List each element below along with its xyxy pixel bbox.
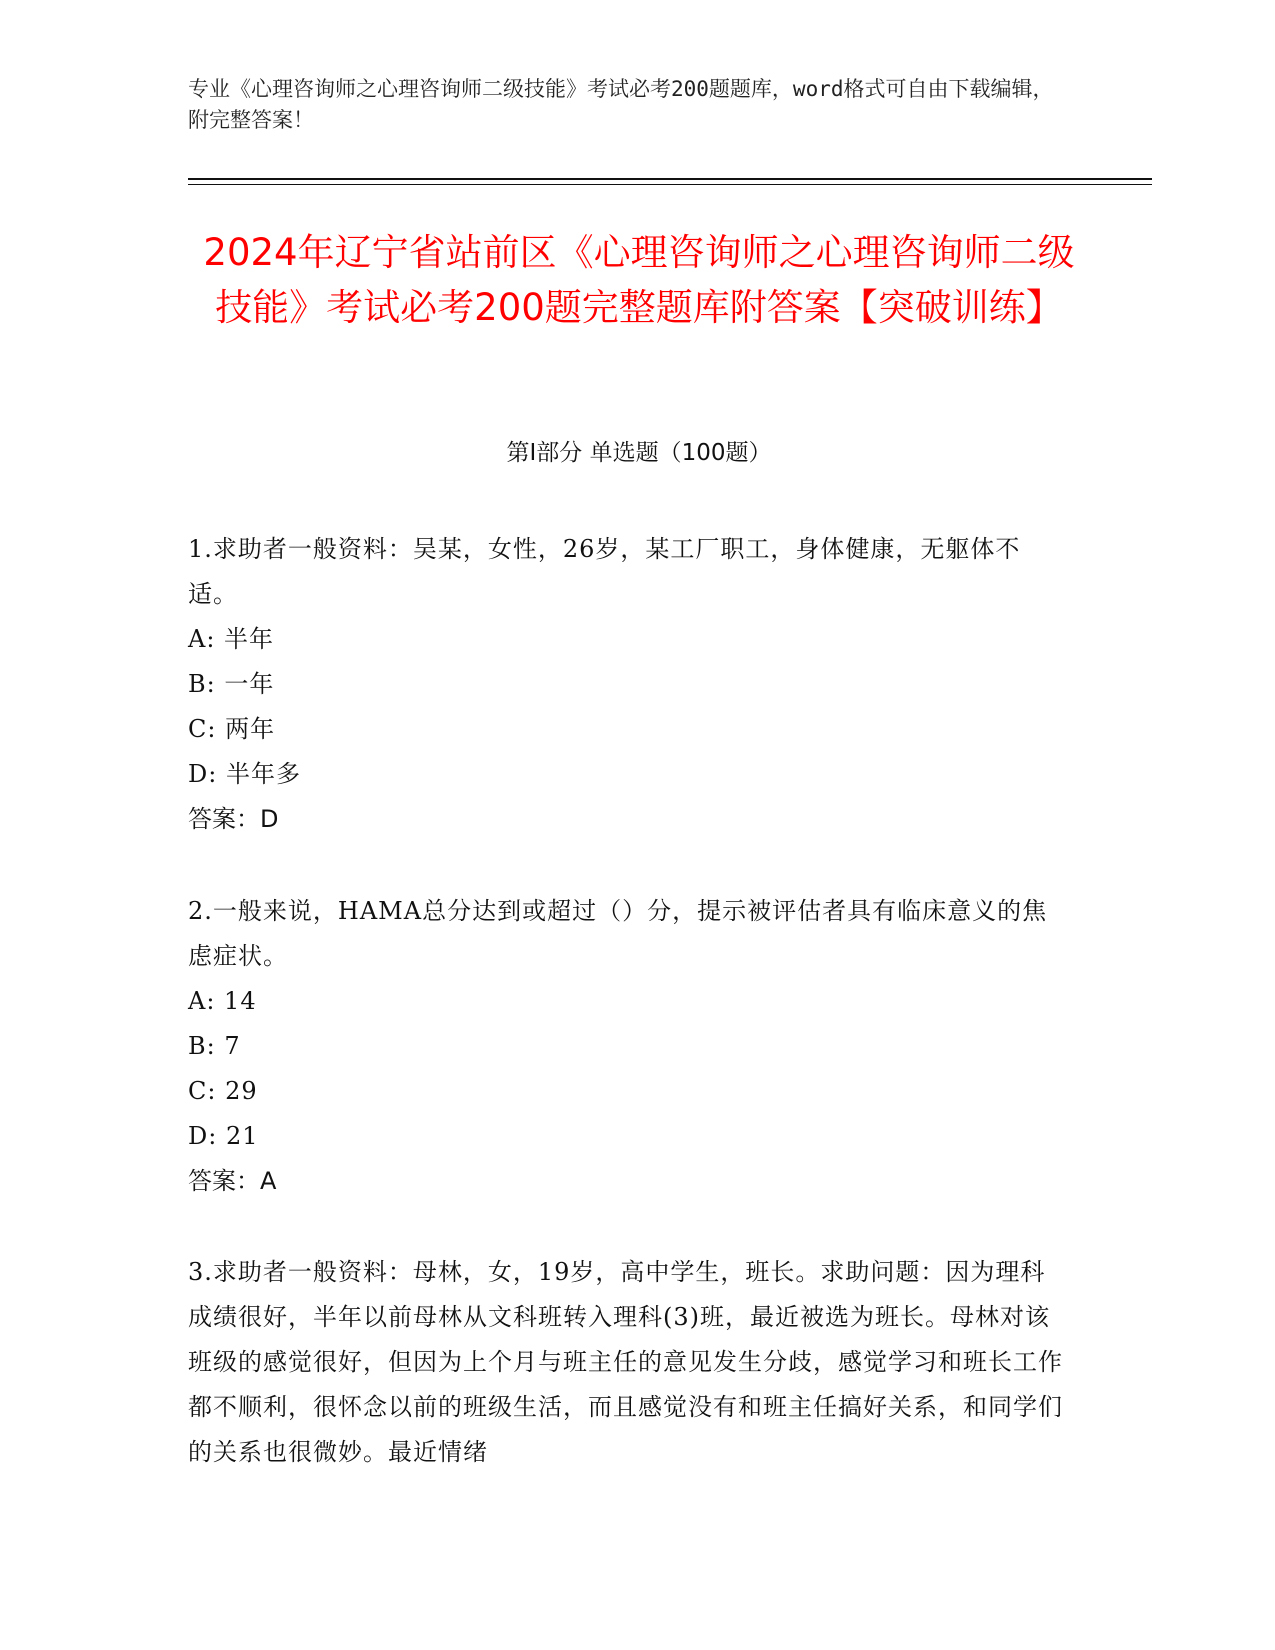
document-title: 2024年辽宁省站前区《心理咨询师之心理咨询师二级技能》考试必考200题完整题库附答案【突破训练】: [203, 231, 1075, 329]
section-heading: 第I部分 单选题（100题）: [506, 440, 772, 466]
header-divider-thick: [188, 178, 1152, 180]
header-divider-thin: [188, 184, 1152, 185]
option-c: C: 两年: [188, 715, 276, 743]
option-a: A: 14: [188, 987, 257, 1015]
option-b: B: 7: [188, 1032, 241, 1060]
question-2: [188, 889, 1068, 1204]
option-a: A: 半年: [188, 625, 275, 653]
question-1: [188, 527, 1068, 842]
answer-label: 答案：D: [188, 805, 279, 833]
option-d: D: 半年多: [188, 760, 301, 788]
question-stem: 1.求助者一般资料：吴某，女性，26岁，某工厂职工，身体健康，无躯体不适。: [188, 535, 1021, 608]
option-c: C: 29: [188, 1077, 258, 1105]
answer-label: 答案：A: [188, 1167, 277, 1195]
header-note: 专业《心理咨询师之心理咨询师二级技能》考试必考200题题库，word格式可自由下载编辑，附完整答案！: [188, 77, 1054, 132]
question-stem: 2.一般来说，HAMA总分达到或超过（）分，提示被评估者具有临床意义的焦虑症状。: [188, 897, 1048, 970]
question-3: [188, 1250, 1068, 1475]
question-stem: 3.求助者一般资料：母林，女，19岁，高中学生，班长。求助问题：因为理科成绩很好，半年以前母林从文科班转入理科(3)班，最近被选为班长。母林对该班级的感觉很好，但因为上个月与班主任的意见发生分歧，感觉学习和班长工作都不顺利，很怀念以前的班级生活，而且感觉没有和班主任搞好关系，和同学们的关系也很微妙。最近情绪: [188, 1258, 1063, 1466]
option-b: B: 一年: [188, 670, 275, 698]
option-d: D: 21: [188, 1122, 259, 1150]
